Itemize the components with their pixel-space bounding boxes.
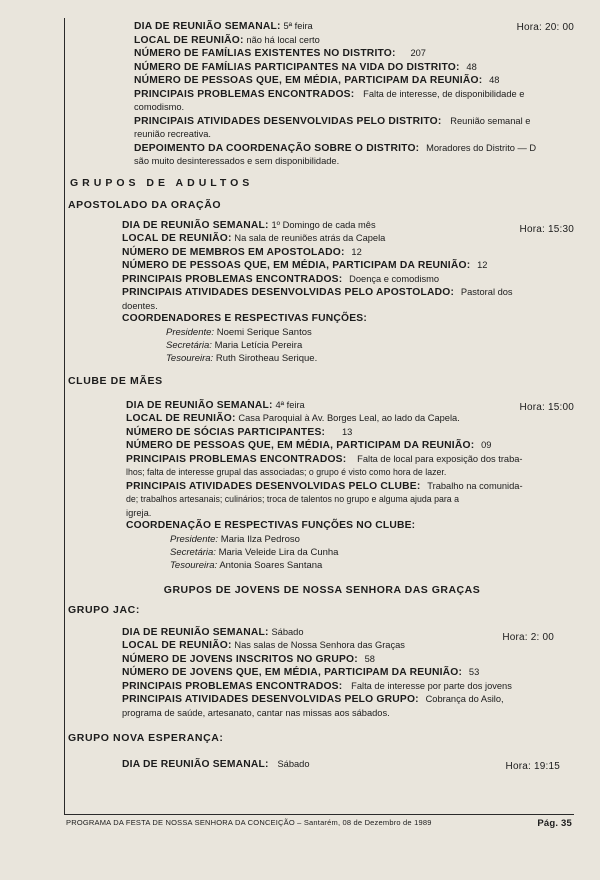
- field-label: PRINCIPAIS PROBLEMAS ENCONTRADOS:: [134, 88, 355, 100]
- role-name: Antonia Soares Santana: [219, 559, 323, 571]
- field-label: LOCAL DE REUNIÃO:: [122, 640, 232, 651]
- problems-line: [122, 680, 578, 694]
- section-heading-youth: GRUPOS DE JOVENS DE NOSSA SENHORA DAS GRAÇAS: [163, 583, 481, 596]
- jac-block: [66, 626, 578, 721]
- enrolled-value: 58: [364, 653, 375, 664]
- role-name: Maria Letícia Pereira: [214, 339, 303, 351]
- clube-block: [66, 399, 578, 572]
- field-label: DEPOIMENTO DA COORDENAÇÃO SOBRE O DISTRITO:: [134, 142, 420, 154]
- field-label: PRINCIPAIS ATIVIDADES DESENVOLVIDAS PELO APOSTOLADO:: [122, 287, 455, 298]
- problems-line-cont: [126, 466, 578, 480]
- problems-line: [126, 453, 578, 467]
- coordinators-heading: [122, 313, 578, 326]
- meeting-place-line: [134, 34, 578, 48]
- page-content: [66, 20, 578, 772]
- problems-value: Falta de local para exposição dos traba-: [357, 453, 523, 464]
- members-line: [126, 426, 578, 440]
- role-name: Maria Ilza Pedroso: [220, 533, 300, 545]
- meeting-place-value: Casa Paroquial à Av. Borges Leal, ao lado da Capela.: [238, 413, 460, 423]
- left-border-rule: [64, 18, 65, 814]
- field-label: LOCAL DE REUNIÃO:: [134, 34, 244, 46]
- role-title: Presidente:: [170, 533, 219, 545]
- meeting-day-line: [122, 219, 578, 233]
- footer-rule: [64, 814, 574, 815]
- meeting-day-value: Sábado: [271, 626, 304, 637]
- district-block: [66, 20, 578, 169]
- activities-line: [126, 480, 578, 494]
- role-line-president: [126, 533, 578, 546]
- testimony-line: [134, 142, 578, 156]
- activities-line-cont: [126, 493, 578, 507]
- group-title-apostolado: APOSTOLADO DA ORAÇÃO: [68, 198, 222, 211]
- role-line-secretary: [126, 546, 578, 559]
- role-title: Presidente:: [166, 326, 215, 338]
- meeting-day-value: 5ª feira: [283, 21, 313, 31]
- role-title: Tesoureira:: [170, 559, 218, 571]
- meeting-day-line: [122, 758, 578, 772]
- testimony-line-cont: [134, 155, 578, 169]
- problems-value: lhos; falta de interesse grupal das associadas; o grupo é visto como hora de lazer.: [126, 467, 447, 477]
- activities-line: [134, 115, 578, 129]
- activities-value: de; trabalhos artesanais; culinários; troca de talentos no grupo e alguma ajuda para a: [126, 494, 460, 504]
- apostolado-block: [66, 219, 578, 365]
- field-label: PRINCIPAIS PROBLEMAS ENCONTRADOS:: [122, 680, 343, 692]
- average-attendance-value: 48: [489, 75, 500, 85]
- average-attendance-line: [122, 259, 578, 273]
- group-title-clube: CLUBE DE MÃES: [68, 374, 163, 387]
- problems-value: Falta de interesse por parte dos jovens: [351, 680, 512, 691]
- role-title: Secretária:: [170, 546, 216, 558]
- families-line: [134, 47, 578, 61]
- esperanca-block: [66, 758, 578, 772]
- field-label: NÚMERO DE PESSOAS QUE, EM MÉDIA, PARTICIPAM DA REUNIÃO:: [126, 440, 475, 451]
- activities-line-cont: [122, 300, 578, 314]
- meeting-day-line: [134, 20, 578, 34]
- testimony-value: são muito desinteressados e sem disponibilidade.: [134, 156, 340, 166]
- meeting-day-line: [122, 626, 578, 643]
- field-label: NÚMERO DE FAMÍLIAS EXISTENTES NO DISTRITO:: [134, 48, 396, 59]
- field-label: NÚMERO DE PESSOAS QUE, EM MÉDIA, PARTICIPAM DA REUNIÃO:: [122, 260, 471, 271]
- members-value: 12: [351, 246, 362, 257]
- activities-value: Trabalho na comunida-: [427, 480, 523, 491]
- problems-value: Doença e comodismo: [349, 273, 440, 284]
- meeting-time: Hora: 19:15: [505, 761, 560, 772]
- meeting-time: Hora: 20: 00: [516, 22, 574, 33]
- coordinators-heading: [126, 520, 578, 533]
- field-label: COORDENAÇÃO E RESPECTIVAS FUNÇÕES NO CLUBE:: [126, 520, 416, 531]
- testimony-value: Moradores do Distrito — D: [426, 142, 537, 153]
- activities-line-cont: [126, 507, 578, 521]
- activities-value: programa de saúde, artesanato, cantar nas missas aos sábados.: [122, 707, 390, 718]
- field-label: NÚMERO DE JOVENS INSCRITOS NO GRUPO:: [122, 653, 358, 665]
- role-title: Tesoureira:: [166, 352, 214, 364]
- field-label: PRINCIPAIS ATIVIDADES DESENVOLVIDAS PELO GRUPO:: [122, 694, 419, 705]
- meeting-place-value: Na sala de reuniões atrás da Capela: [234, 233, 386, 243]
- families-value: 207: [410, 48, 426, 58]
- meeting-place-value: não há local certo: [246, 34, 320, 45]
- activities-value: Pastoral dos: [460, 287, 513, 297]
- problems-value: comodismo.: [134, 102, 185, 112]
- activities-value: doentes.: [122, 300, 158, 311]
- meeting-place-line: [122, 639, 578, 653]
- average-attendance-value: 09: [481, 440, 492, 450]
- role-line-treasurer: [126, 559, 578, 572]
- role-name: Maria Veleide Lira da Cunha: [218, 546, 339, 558]
- average-attendance-value: 53: [468, 667, 480, 677]
- meeting-day-value: 1º Domingo de cada mês: [271, 219, 376, 230]
- meeting-time: Hora: 15:30: [519, 223, 574, 235]
- footer-text: PROGRAMA DA FESTA DE NOSSA SENHORA DA CONCEIÇÃO – Santarém, 08 de Dezembro de 1989: [66, 818, 432, 827]
- meeting-time: Hora: 15:00: [519, 401, 574, 413]
- meeting-place-line: [126, 412, 578, 426]
- activities-line: [122, 286, 578, 300]
- problems-line: [134, 88, 578, 102]
- role-line-treasurer: [122, 352, 578, 365]
- average-attendance-line: [134, 74, 578, 88]
- enrolled-line: [122, 653, 578, 667]
- field-label: NÚMERO DE FAMÍLIAS PARTICIPANTES NA VIDA DO DISTRITO:: [134, 61, 460, 73]
- problems-line: [122, 273, 578, 287]
- page-number: Pág. 35: [537, 818, 572, 829]
- average-attendance-value: 12: [477, 260, 488, 270]
- meeting-day-value: 4ª feira: [275, 399, 305, 410]
- average-attendance-line: [126, 439, 578, 453]
- group-title-nova-esperanca: GRUPO NOVA ESPERANÇA:: [68, 732, 224, 744]
- participating-families-line: [134, 61, 578, 75]
- field-label: PRINCIPAIS PROBLEMAS ENCONTRADOS:: [122, 273, 343, 285]
- participating-families-value: 48: [466, 61, 477, 72]
- activities-line: [122, 693, 578, 707]
- group-title-jac: GRUPO JAC:: [68, 603, 140, 616]
- field-label: DIA DE REUNIÃO SEMANAL:: [126, 399, 273, 411]
- meeting-place-value: Nas salas de Nossa Senhora das Graças: [234, 640, 405, 650]
- meeting-day-line: [126, 399, 578, 413]
- activities-line-cont: [122, 707, 578, 721]
- members-line: [122, 246, 578, 260]
- activities-value: igreja.: [126, 507, 152, 518]
- activities-value: Reunião semanal e: [450, 115, 531, 126]
- page-footer: [66, 818, 572, 827]
- field-label: DIA DE REUNIÃO SEMANAL:: [134, 21, 281, 32]
- field-label: DIA DE REUNIÃO SEMANAL:: [122, 759, 269, 770]
- field-label: PRINCIPAIS ATIVIDADES DESENVOLVIDAS PELO CLUBE:: [126, 480, 421, 492]
- field-label: PRINCIPAIS ATIVIDADES DESENVOLVIDAS PELO DISTRITO:: [134, 115, 442, 127]
- field-label: NÚMERO DE SÓCIAS PARTICIPANTES:: [126, 426, 326, 438]
- activities-value: reunião recreativa.: [134, 129, 211, 139]
- field-label: NÚMERO DE PESSOAS QUE, EM MÉDIA, PARTICIPAM DA REUNIÃO:: [134, 75, 483, 86]
- meeting-day-value: Sábado: [277, 759, 310, 769]
- members-value: 13: [341, 426, 353, 437]
- role-name: Noemi Serique Santos: [216, 326, 312, 338]
- role-title: Secretária:: [166, 339, 212, 351]
- meeting-time: Hora: 2: 00: [502, 631, 554, 643]
- problems-line-cont: [134, 101, 578, 115]
- field-label: DIA DE REUNIÃO SEMANAL:: [122, 626, 269, 638]
- field-label: NÚMERO DE JOVENS QUE, EM MÉDIA, PARTICIPAM DA REUNIÃO:: [122, 667, 463, 678]
- average-attendance-line: [122, 666, 578, 680]
- field-label: DIA DE REUNIÃO SEMANAL:: [122, 219, 269, 231]
- activities-line-cont: [134, 128, 578, 142]
- role-line-secretary: [122, 339, 578, 352]
- section-heading-adults: GRUPOS DE ADULTOS: [70, 176, 254, 189]
- problems-value: Falta de interesse, de disponibilidade e: [363, 88, 525, 99]
- activities-value: Cobrança do Asilo,: [425, 694, 504, 704]
- field-label: PRINCIPAIS PROBLEMAS ENCONTRADOS:: [126, 453, 347, 465]
- field-label: NÚMERO DE MEMBROS EM APOSTOLADO:: [122, 246, 345, 258]
- field-label: LOCAL DE REUNIÃO:: [122, 233, 232, 244]
- role-line-president: [122, 326, 578, 339]
- role-name: Ruth Sirotheau Serique.: [215, 352, 318, 364]
- meeting-place-line: [122, 232, 578, 246]
- field-label: COORDENADORES E RESPECTIVAS FUNÇÕES:: [122, 313, 368, 324]
- field-label: LOCAL DE REUNIÃO:: [126, 413, 236, 424]
